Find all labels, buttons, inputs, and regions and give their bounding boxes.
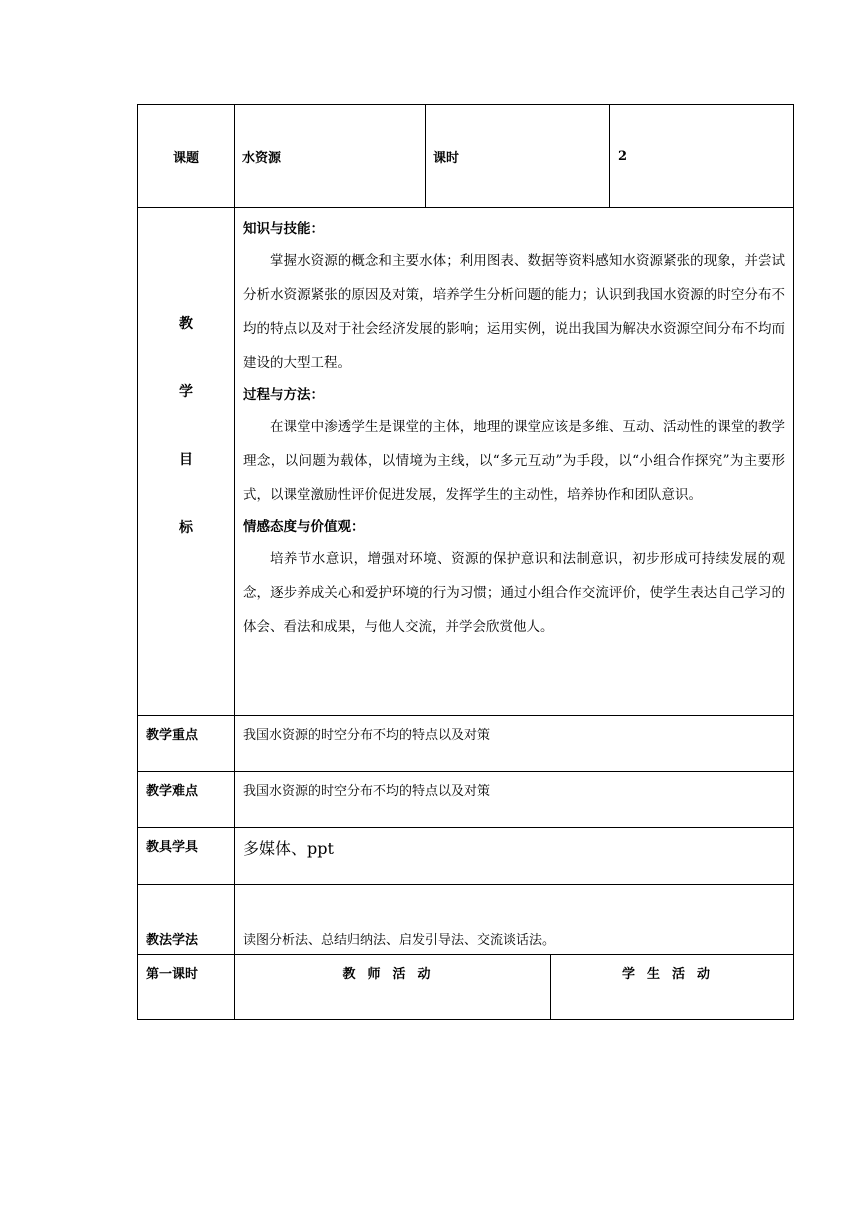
period-label: 课时 [426,105,610,207]
objectives-row [137,208,794,716]
methods-value: 读图分析法、总结归纳法、启发引导法、交流谈话法。 [243,933,556,948]
methods-label: 教法学法 [138,885,235,954]
section-text-knowledge: 掌握水资源的概念和主要水体；利用图表、数据等资料感知水资源紧张的现象，并尝试分析水资源紧张的原因及对策，培养学生分析问题的能力；认识到我国水资源的时空分布不均的特点以及对于社会经济发展的影响；运用实例，说出我国为解决水资源空间分布不均而建设的大型工程。 [243,253,785,371]
section-heading-process: 过程与方法： [243,387,324,403]
objectives-label-char: 教 [179,316,193,332]
difficulties-row [137,772,794,828]
tools-value: 多媒体、ppt [243,839,334,858]
section-text-process: 在课堂中渗透学生是课堂的主体，地理的课堂应该是多维、互动、活动性的课堂的教学理念，以问题为载体，以情境为主线，以“多元互动”为手段，以“小组合作探究”为主要形式，以课堂激励性评价促进发展，发挥学生的主动性，培养协作和团队意识。 [243,419,785,503]
lesson-plan-table [137,104,794,1020]
topic-value: 水资源 [235,105,426,207]
key-points-label: 教学重点 [138,716,235,771]
first-lesson-label: 第一课时 [138,955,235,1019]
objectives-content [235,208,793,715]
section-heading-knowledge: 知识与技能： [243,221,324,237]
tools-row [137,828,794,885]
teacher-activity-header: 教师活动 [235,955,551,1019]
objectives-label [138,208,235,715]
tools-label: 教具学具 [138,828,235,884]
student-activity-header: 学生活动 [621,967,722,982]
objectives-label-char: 学 [179,384,193,400]
difficulties-label: 教学难点 [138,772,235,827]
key-points-value: 我国水资源的时空分布不均的特点以及对策 [243,728,491,743]
topic-label: 课题 [138,105,235,207]
methods-row [137,885,794,955]
section-heading-attitude: 情感态度与价值观： [243,519,365,535]
period-value: 2 [618,148,628,164]
difficulties-value: 我国水资源的时空分布不均的特点以及对策 [243,784,491,799]
key-points-row [137,716,794,772]
first-lesson-row [137,955,794,1020]
topic-row [137,104,794,208]
objectives-label-char: 目 [179,452,193,468]
section-text-attitude: 培养节水意识，增强对环境、资源的保护意识和法制意识，初步形成可持续发展的观念，逐步养成关心和爱护环境的行为习惯；通过小组合作交流评价，使学生表达自己学习的体会、看法和成果，与他人交流，并学会欣赏他人。 [243,551,785,635]
objectives-label-char: 标 [179,520,193,536]
